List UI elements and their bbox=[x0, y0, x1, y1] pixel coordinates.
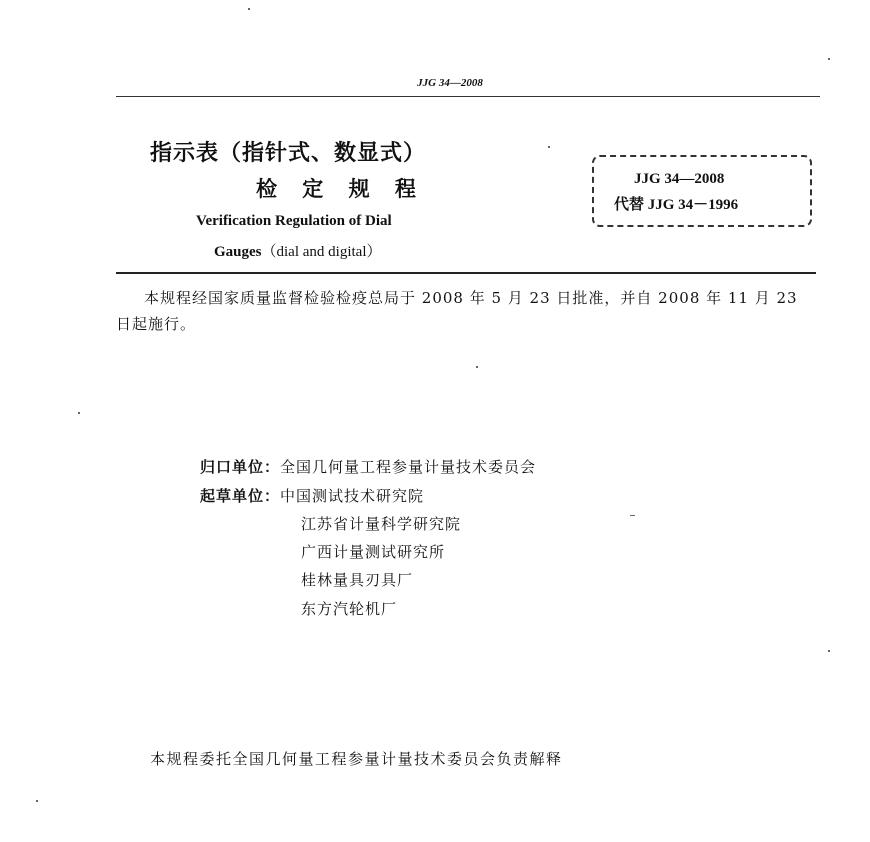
standard-code-box bbox=[592, 155, 812, 227]
scan-speck bbox=[476, 366, 478, 368]
responsible-unit-row bbox=[200, 456, 536, 477]
responsible-unit-label: 归口单位： bbox=[200, 458, 281, 476]
interpretation-note: 本规程委托全国几何量工程参量计量技术委员会负责解释 bbox=[150, 750, 563, 768]
replaces-code: 代替 JJG 34－1996 bbox=[614, 197, 739, 213]
document-subtitle-cn: 检 定 规 程 bbox=[256, 176, 425, 201]
scan-speck bbox=[36, 800, 38, 802]
drafting-unit-3: 广西计量测试研究所 bbox=[301, 543, 446, 561]
standard-code: JJG 34—2008 bbox=[634, 171, 725, 187]
title-en-gauges: Gauges bbox=[214, 244, 262, 260]
title-rule bbox=[116, 272, 816, 274]
responsible-unit: 全国几何量工程参量计量技术委员会 bbox=[280, 458, 537, 476]
title-en-dial-digital: （dial and digital） bbox=[261, 244, 382, 260]
scan-speck bbox=[78, 412, 80, 414]
drafting-unit-5: 东方汽轮机厂 bbox=[301, 600, 398, 618]
document-title-en-line2 bbox=[214, 240, 382, 261]
scan-speck bbox=[548, 146, 550, 148]
scan-speck bbox=[248, 8, 250, 10]
drafting-unit-2: 江苏省计量科学研究院 bbox=[301, 515, 462, 533]
drafting-unit-1: 中国测试技术研究院 bbox=[280, 487, 425, 505]
scan-speck bbox=[630, 515, 635, 516]
approval-paragraph: 本规程经国家质量监督检验检疫总局于 2008 年 5 月 23 日批准，并自 2008 年 11 月 23 日起施行。 bbox=[116, 289, 798, 333]
document-title-cn: 指示表（指针式、数显式） bbox=[150, 140, 427, 166]
drafting-unit-row bbox=[200, 485, 424, 506]
drafting-unit-4: 桂林量具刃具厂 bbox=[301, 571, 414, 589]
header-rule bbox=[116, 96, 820, 97]
document-title-en-line1: Verification Regulation of Dial bbox=[196, 213, 392, 229]
drafting-unit-label: 起草单位： bbox=[200, 487, 281, 505]
document-code-header: JJG 34—2008 bbox=[417, 77, 483, 89]
scan-speck bbox=[828, 58, 830, 60]
scan-speck bbox=[828, 650, 830, 652]
